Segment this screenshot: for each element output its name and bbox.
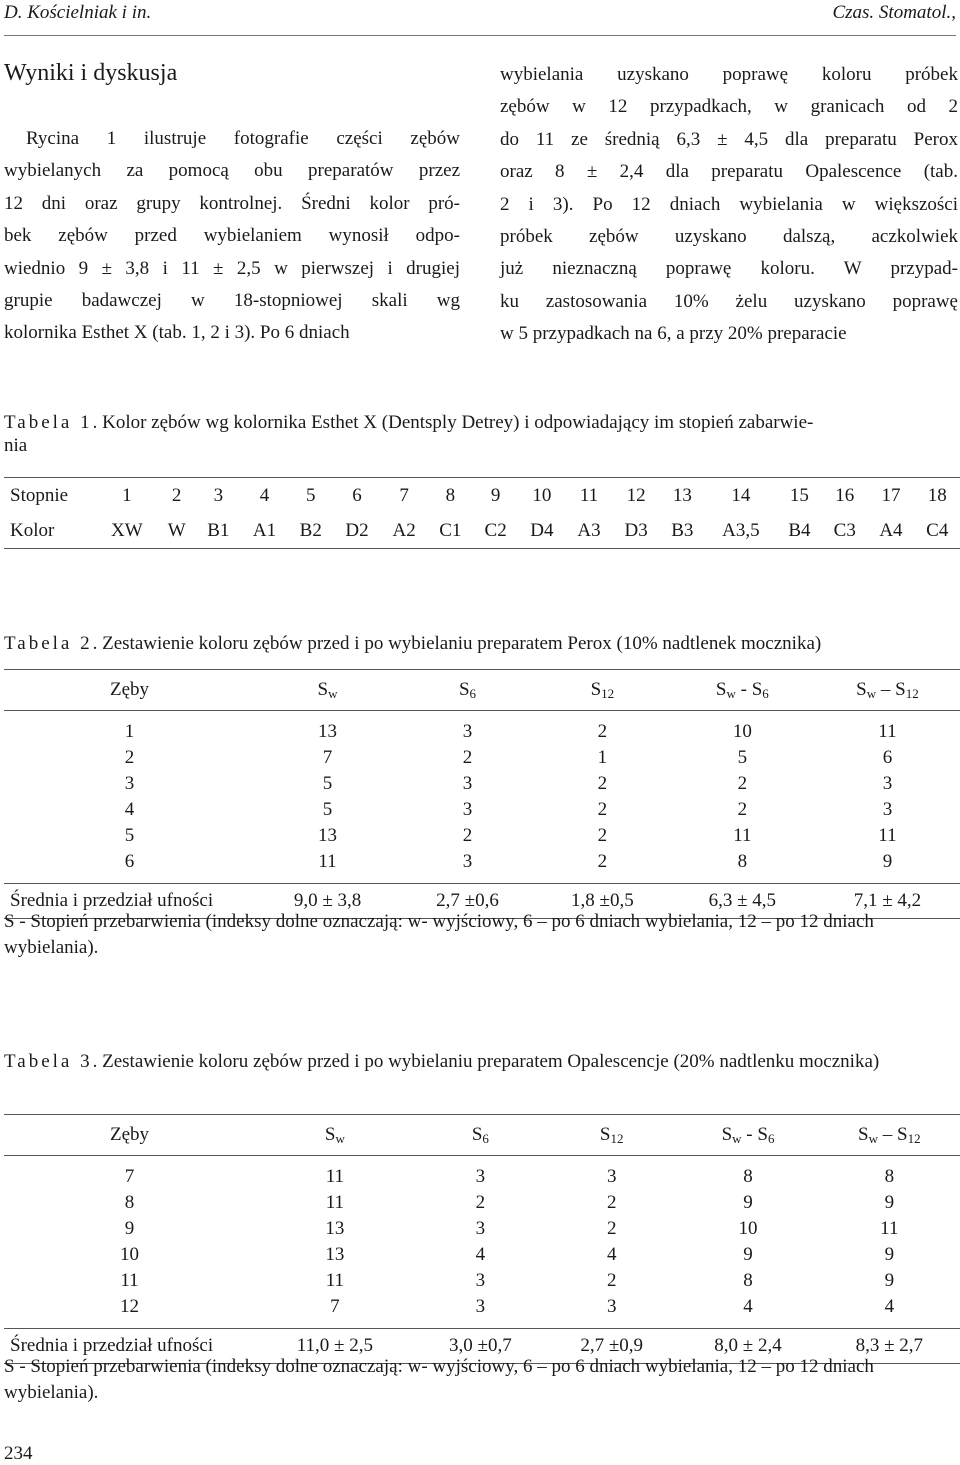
table-cell: D4 bbox=[518, 513, 565, 549]
table-cell: 8 bbox=[428, 478, 473, 514]
table-cell: 10 bbox=[518, 478, 565, 514]
table-cell: 4 bbox=[743, 1296, 753, 1317]
table-cell: 7 bbox=[124, 1166, 135, 1187]
table-cell: 2 bbox=[606, 1218, 617, 1239]
table-cell: 3 bbox=[462, 799, 473, 820]
table-cell: D2 bbox=[333, 513, 380, 549]
table-cell: 3,0 ±0,7 bbox=[415, 1329, 546, 1364]
table-cell: 6 bbox=[124, 851, 135, 872]
table-cell: 2,7 ±0,6 bbox=[400, 884, 535, 919]
table3-caption bbox=[4, 1050, 954, 1073]
table-cell: 6,3 ± 4,5 bbox=[670, 884, 815, 919]
table2-caption-text: . Zestawienie koloru zębów przed i po wybielaniu preparatem Perox (10% nadtlenek mocznika) bbox=[92, 633, 822, 654]
table-cell: 11 bbox=[325, 1270, 344, 1291]
table-cell: C1 bbox=[428, 513, 473, 549]
table-cell: Średnia i przedział ufności bbox=[4, 884, 255, 919]
column-header: $S_w$ bbox=[255, 670, 400, 711]
body-line: bek zębów przed wybielaniem wynosił odpo- bbox=[4, 225, 460, 247]
table-cell: 9 bbox=[743, 1244, 753, 1265]
table-cell: C3 bbox=[822, 513, 867, 549]
table-row bbox=[4, 1216, 960, 1242]
table-cell: 13 bbox=[318, 721, 338, 742]
body-line: grupie badawczej w 18-stopniowej skali wg bbox=[4, 290, 460, 312]
table-cell: 3 bbox=[606, 1166, 617, 1187]
table-cell: 6 bbox=[333, 478, 380, 514]
table-cell: 10 bbox=[120, 1244, 139, 1265]
column-header: $S_{12}$ bbox=[546, 1115, 677, 1156]
column-header: $S_{12}$ bbox=[535, 670, 670, 711]
table-cell: 3 bbox=[475, 1166, 486, 1187]
table-cell: 7 bbox=[381, 478, 428, 514]
table1-caption-text: . Kolor zębów wg kolornika Esthet X (Dentsply Detrey) i odpowiadający im stopień zabarwie- bbox=[92, 412, 814, 433]
body-line: 2 i 3). Po 12 dniach wybielania w większości bbox=[500, 193, 958, 215]
body-line: 12 dni oraz grupy kontrolnej. Średni kolor pró- bbox=[4, 192, 460, 214]
table-cell: 8 bbox=[124, 1192, 135, 1213]
table-cell: 7 bbox=[330, 1296, 340, 1317]
table-cell: 11 bbox=[880, 1218, 899, 1239]
table2-label: Tabela 2 bbox=[4, 633, 93, 654]
table-cell: W bbox=[158, 513, 196, 549]
table-cell: 2 bbox=[597, 851, 608, 872]
table-cell: 4 bbox=[884, 1296, 895, 1317]
table-cell: A4 bbox=[867, 513, 914, 549]
body-line: próbek zębów uzyskano dalszą, aczkolwiek bbox=[500, 226, 958, 248]
column-header: $S_w - S_{12}$ bbox=[819, 1115, 960, 1156]
table-cell: 3 bbox=[475, 1296, 486, 1317]
table-cell: 2 bbox=[462, 825, 473, 846]
body-line: zębów w 12 przypadkach, w granicach od 2 bbox=[500, 96, 958, 118]
table-cell: 3 bbox=[882, 773, 893, 794]
body-line: oraz 8 ± 2,4 dla preparatu Opalescence (tab. bbox=[500, 161, 958, 183]
table-cell: 11,0 ± 2,5 bbox=[255, 1329, 415, 1364]
table-cell: 4 bbox=[241, 478, 288, 514]
table-cell: B4 bbox=[777, 513, 822, 549]
table-cell: 11 bbox=[325, 1166, 344, 1187]
table-cell: 3 bbox=[462, 851, 473, 872]
table-cell: 2 bbox=[737, 773, 748, 794]
table-cell: C2 bbox=[473, 513, 518, 549]
table-row bbox=[4, 745, 960, 771]
row-header: Stopnie bbox=[4, 478, 96, 514]
table-cell: 17 bbox=[867, 478, 914, 514]
table3-note: S - Stopień przebarwienia (indeksy dolne oznaczają: w- wyjściowy, 6 – po 6 dniach wybielania, 12 – po 12 dniach wybielania). bbox=[4, 1356, 874, 1403]
table-cell: 11 bbox=[325, 1192, 344, 1213]
table-cell: 12 bbox=[613, 478, 660, 514]
page-number: 234 bbox=[4, 1443, 33, 1464]
table-cell: A2 bbox=[381, 513, 428, 549]
table-cell: 5 bbox=[288, 478, 333, 514]
table-cell: 5 bbox=[737, 747, 748, 768]
table-cell: D3 bbox=[613, 513, 660, 549]
table-cell: 9 bbox=[884, 1270, 895, 1291]
body-line: ku zastosowania 10% żelu uzyskano poprawę bbox=[500, 290, 958, 312]
table-cell: 9,0 ± 3,8 bbox=[255, 884, 400, 919]
table-cell: 9 bbox=[884, 1192, 895, 1213]
body-column-left bbox=[4, 123, 460, 350]
table-cell: 11 bbox=[878, 721, 897, 742]
row-header: Kolor bbox=[4, 513, 96, 549]
table-cell: 9 bbox=[473, 478, 518, 514]
table-cell: 11 bbox=[733, 825, 752, 846]
table2-caption bbox=[4, 632, 954, 655]
table-cell: 12 bbox=[120, 1296, 139, 1317]
table3-label: Tabela 3 bbox=[4, 1051, 93, 1072]
table-cell: 2 bbox=[158, 478, 196, 514]
table-cell: 9 bbox=[743, 1192, 753, 1213]
table-cell: XW bbox=[96, 513, 158, 549]
table-cell: 2 bbox=[475, 1192, 486, 1213]
table-cell: 5 bbox=[322, 773, 333, 794]
header-authors: D. Kościelniak i in. bbox=[4, 2, 152, 23]
table-cell: 1 bbox=[597, 747, 608, 768]
table-cell: 5 bbox=[124, 825, 135, 846]
table-cell: 18 bbox=[915, 478, 960, 514]
body-line: wiednio 9 ± 3,8 i 11 ± 2,5 w pierwszej i drugiej bbox=[4, 257, 460, 279]
table-cell: 13 bbox=[325, 1244, 345, 1265]
table-cell: C4 bbox=[915, 513, 960, 549]
table-cell: 2 bbox=[597, 825, 608, 846]
body-line: Rycina 1 ilustruje fotografie części zębów bbox=[26, 128, 460, 149]
table-cell: B3 bbox=[660, 513, 705, 549]
table-cell: 8 bbox=[743, 1270, 753, 1291]
table-cell: Średnia i przedział ufności bbox=[4, 1329, 255, 1364]
table-cell: 10 bbox=[738, 1218, 758, 1239]
table-cell: 5 bbox=[322, 799, 333, 820]
table-cell: 13 bbox=[318, 825, 338, 846]
table-row bbox=[4, 771, 960, 797]
table2 bbox=[4, 669, 960, 919]
table-row bbox=[4, 1268, 960, 1294]
table-cell: 3 bbox=[475, 1218, 486, 1239]
table-cell: 14 bbox=[705, 478, 777, 514]
table-cell: 1 bbox=[124, 721, 135, 742]
column-header: Zęby bbox=[4, 670, 255, 711]
table-cell: 1 bbox=[96, 478, 158, 514]
table-cell: B1 bbox=[196, 513, 241, 549]
table-cell: 8 bbox=[743, 1166, 753, 1187]
table-cell: 11 bbox=[120, 1270, 139, 1291]
table-cell: 2 bbox=[597, 799, 608, 820]
table-cell: 11 bbox=[565, 478, 612, 514]
table3-header-row bbox=[4, 1115, 960, 1156]
table-cell: 2 bbox=[597, 773, 608, 794]
body-line: w 5 przypadkach na 6, a przy 20% preparacie bbox=[500, 323, 847, 345]
table-cell: 4 bbox=[606, 1244, 617, 1265]
table-cell: A1 bbox=[241, 513, 288, 549]
column-header: Zęby bbox=[4, 1115, 255, 1156]
table1-caption-cont: nia bbox=[4, 435, 28, 456]
table1 bbox=[4, 477, 960, 549]
table-cell: 10 bbox=[732, 721, 752, 742]
table-cell: 4 bbox=[475, 1244, 486, 1265]
table3-caption-text: . Zestawienie koloru zębów przed i po wybielaniu preparatem Opalescencje (20% nadtlenku mocznika) bbox=[92, 1051, 880, 1072]
body-line: wybielanych za pomocą obu preparatów przez bbox=[4, 160, 460, 182]
table-row bbox=[4, 1190, 960, 1216]
header-rule bbox=[4, 35, 956, 36]
column-header: $S_6$ bbox=[400, 670, 535, 711]
table-cell: 2 bbox=[124, 747, 135, 768]
table2-header-row bbox=[4, 670, 960, 711]
table-cell: 2 bbox=[737, 799, 748, 820]
column-header: $S_w - S_{12}$ bbox=[815, 670, 960, 711]
table-cell: 7,1 ± 4,2 bbox=[815, 884, 960, 919]
body-line: kolornika Esthet X (tab. 1, 2 i 3). Po 6 dniach bbox=[4, 322, 350, 344]
running-header bbox=[4, 2, 956, 28]
table1-label: Tabela 1 bbox=[4, 412, 93, 433]
body-line: już nieznaczną poprawę koloru. W przypad- bbox=[500, 258, 958, 280]
table-cell: 13 bbox=[660, 478, 705, 514]
column-header: $S_w - S_6$ bbox=[677, 1115, 818, 1156]
table-cell: 3 bbox=[475, 1270, 486, 1291]
table-cell: 4 bbox=[124, 799, 135, 820]
table-cell: B2 bbox=[288, 513, 333, 549]
table-cell: 2 bbox=[462, 747, 473, 768]
table-cell: 9 bbox=[882, 851, 893, 872]
table-cell: 2 bbox=[606, 1270, 617, 1291]
table-row bbox=[4, 1294, 960, 1320]
header-journal: Czas. Stomatol., bbox=[832, 2, 956, 23]
column-header: $S_6$ bbox=[415, 1115, 546, 1156]
column-header: $S_w$ bbox=[255, 1115, 415, 1156]
table-row bbox=[4, 1164, 960, 1190]
table-row bbox=[4, 849, 960, 875]
table-row bbox=[4, 1242, 960, 1268]
table-cell: 3 bbox=[606, 1296, 617, 1317]
table-cell: 8 bbox=[737, 851, 748, 872]
table2-note: S - Stopień przebarwienia (indeksy dolne oznaczają: w- wyjściowy, 6 – po 6 dniach wybielania, 12 – po 12 dniach wybielania). bbox=[4, 911, 874, 958]
section-title: Wyniki i dyskusja bbox=[4, 60, 178, 86]
table1-row-stopnie bbox=[4, 478, 960, 514]
table-cell: 3 bbox=[462, 721, 473, 742]
table-cell: A3 bbox=[565, 513, 612, 549]
body-line: wybielania uzyskano poprawę koloru próbek bbox=[500, 64, 958, 85]
table-cell: 3 bbox=[462, 773, 473, 794]
table-row bbox=[4, 797, 960, 823]
table-cell: 13 bbox=[325, 1218, 345, 1239]
table-cell: 11 bbox=[878, 825, 897, 846]
table-cell: 8 bbox=[884, 1166, 895, 1187]
table3 bbox=[4, 1114, 960, 1364]
table-cell: 3 bbox=[882, 799, 893, 820]
table-cell: 8,3 ± 2,7 bbox=[819, 1329, 960, 1364]
table-cell: 9 bbox=[884, 1244, 895, 1265]
column-header: $S_w - S_6$ bbox=[670, 670, 815, 711]
table-cell: 15 bbox=[777, 478, 822, 514]
table-cell: 2 bbox=[597, 721, 608, 742]
table-row bbox=[4, 719, 960, 745]
table-cell: 9 bbox=[124, 1218, 135, 1239]
table-cell: 2 bbox=[606, 1192, 617, 1213]
table1-row-kolor bbox=[4, 513, 960, 549]
table-cell: 3 bbox=[124, 773, 135, 794]
table-row bbox=[4, 823, 960, 849]
table-cell: 1,8 ±0,5 bbox=[535, 884, 670, 919]
table-cell: 6 bbox=[882, 747, 893, 768]
body-column-right bbox=[500, 59, 958, 351]
body-line: do 11 ze średnią 6,3 ± 4,5 dla preparatu Perox bbox=[500, 128, 958, 150]
table-cell: 8,0 ± 2,4 bbox=[677, 1329, 818, 1364]
table-cell: 11 bbox=[318, 851, 337, 872]
table-cell: 2,7 ±0,9 bbox=[546, 1329, 677, 1364]
table-cell: 16 bbox=[822, 478, 867, 514]
table1-caption bbox=[4, 411, 954, 457]
table-cell: 3 bbox=[196, 478, 241, 514]
table-cell: 7 bbox=[322, 747, 333, 768]
table-cell: A3,5 bbox=[705, 513, 777, 549]
